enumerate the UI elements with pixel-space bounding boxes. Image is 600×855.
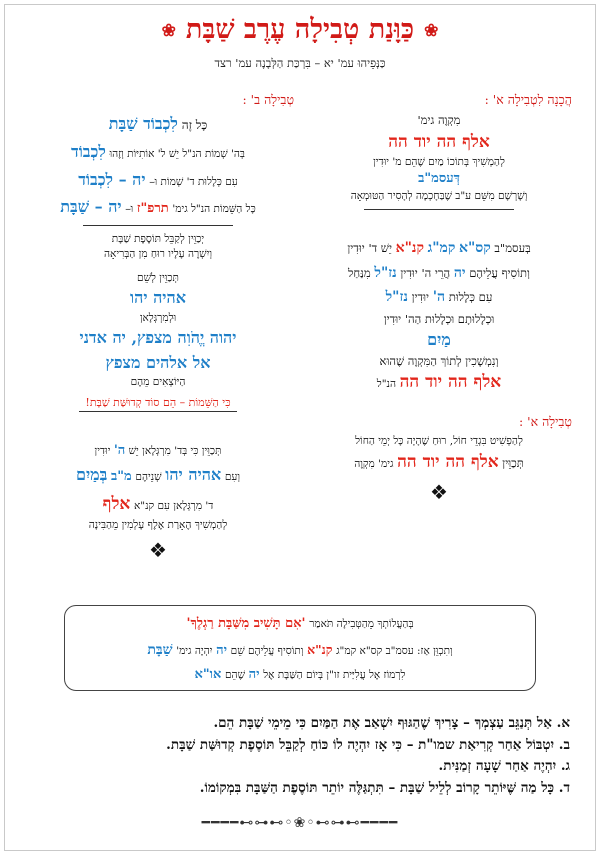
mid-name: ה' (432, 288, 446, 305)
tevila1-text: תְּכַוֵּין (502, 455, 524, 470)
list-item: ד. כָּל מַה שֶּׁיּוֹתֵר קָרוֹב לְלֵיל שַׁבָּת – תִּתְגַּלֶּה יוֹתֵר תּוֹסֶפֶת הַשַּׁבָּת בִּמְקוֹמוֹ. (199, 779, 570, 796)
tevila2-name: אהיה יהו (165, 464, 222, 484)
mid-name: יה (453, 264, 466, 281)
tevila2-line (22, 491, 294, 517)
tevila2-line: וְיִשְׁרֶה עָלָיו רוּחַ מִן הַבְּרִיאָה (103, 248, 213, 261)
mid-name: אלף הה יוד הה (399, 372, 502, 393)
tevila2-line: לְהַמְשִׁיךְ הֶאָרַת אֶלֶף עָלְמִין מֵהַבִּינָה (88, 518, 228, 531)
tevila2-line (22, 195, 294, 220)
tevila2-text: וּ– (125, 203, 134, 216)
title-text: כַּוָּנַת טְבִילָה עֶרֶב שַׁבָּת (185, 14, 415, 45)
tevila1-line: לְהַפְשִׁיט בִּגְדֵי חוֹל, רוּחַ שֶׁהָיָה כָּל יְמֵי הַחוֹל (355, 434, 523, 447)
box-text: וְתוֹסִיף עֲלֵיהֶם שֵׁם (230, 644, 304, 657)
mid-line: וְנִמְשָׁכִין לְתוֹךְ הַמִּקְוֶה שֶׁהוּא (379, 353, 499, 368)
tevila2-line (22, 140, 294, 165)
prep-line: וְשָׁרְשָׁם מִשֵּׁם ע"ב שֶׁבַּחָכְמָה לְהָסִיר הַטּוּמְאָה (350, 190, 528, 203)
mid-text: הֲרֵי ה' יוּדִין (400, 265, 451, 280)
list-item: ב. יִטְבּוֹל אַחַר קְרִיאַת שמו"ת – כִּי אָז יִהְיֶה לוֹ כּוֹחַ לְקַבֵּל תּוֹסֶפֶת קְדוּשַּׁת שַׁבָּת. (166, 736, 570, 753)
tevila2-heading: טְבִילָה ב' : (242, 92, 294, 107)
prep-line: דְּעסמ"ב (418, 171, 460, 187)
tevila2-line (22, 463, 294, 488)
tevila2-name: אהיה יהו (130, 287, 186, 307)
left-column (22, 92, 294, 563)
tevila2-note (22, 391, 294, 412)
box-text: יִהְיֶה גימ' (176, 644, 213, 657)
tevila2-name: בְּמַיִם (75, 464, 108, 484)
tevila2-text: בְּה' שְׁמוֹת הנ"ל יֵשׁ ל' אוֹתִיּוֹת וְזֶהוּ (109, 147, 245, 160)
tevila2-name: לִכְבוֹד שַׁבָּת (108, 114, 178, 133)
box-text: וְתִכְוֵּן אַז: עסמ"ב קס"א קמ"ג (336, 644, 453, 657)
ornament-right-icon: ❀ (424, 20, 439, 41)
mid-text: בְּעסמ"ב (494, 241, 531, 256)
list-item: ג. יִהְיֶה אַחַר שָׁעָה זְמַנִּית. (438, 758, 570, 775)
tevila2-text: כָּל זֶה (181, 118, 208, 132)
box-line (65, 612, 535, 637)
tevila2-text: ד' מִרְגְּלָאן עִם קנ"א (133, 500, 214, 513)
list-item: א. אַל תְּנַגֵּב עַצְמְךָ – צָרִיךְ שֶׁהַגּוּף יִשְׁאַב אֶת הַמַּיִם כִּי מֵימֵי שַׁבָּת הֵם. (213, 715, 570, 731)
tevila2-note-text: כִּי הַשֵּׁמוֹת – הֵם סוֹד קְדוּשַּׁת שַׁבָּת! (79, 396, 236, 412)
box-text: בְּהַעֲלוֹתְךָ מֵהַטְּבִילָה תֹּאמַר (309, 618, 414, 630)
tevila1-name: אלף הה יוד הה (397, 451, 499, 472)
exit-instructions-box (64, 605, 536, 691)
tevila2-text: יוּדִין (94, 444, 111, 457)
box-verse: 'אִם תָּשִׁיב מִשַּׁבָּת רַגְלֶךָ' (186, 616, 306, 631)
tevila2-text: וְעִם (224, 470, 241, 483)
prep-line: לְהַמְשִׁיךְ בְּתוֹכוֹ מַיִם שֶׁהֵם מ' יוּדִין (373, 156, 505, 169)
mid-text: מִנַּחַל (348, 265, 371, 280)
mid-name: קס"א (458, 240, 491, 257)
tevila2-text: שְׁנֵיהֶם (135, 470, 162, 483)
mid-line (306, 238, 572, 258)
mid-name: קמ"ג (427, 240, 456, 257)
box-text: לִרְמוֹז אֶל עֲלִיַּית זו"ן בְּיוֹם הַשַּׁבָּת אֶל (263, 669, 406, 682)
box-name: שַׁבָּת (147, 641, 173, 658)
prep-line: מִקְוֶה גימ' (417, 113, 461, 127)
tevila2-line: הַיּוֹצְאִים מֵהֶם (130, 376, 186, 389)
divider (83, 225, 233, 226)
tevila2-line (22, 442, 294, 461)
tevila2-text: כָּל הַשֵּׁמוֹת הנ"ל גימ' (172, 203, 256, 216)
prep-name: אלף הה יוד הה (388, 131, 490, 152)
mid-line (306, 287, 572, 307)
mid-text: יוּדִין (411, 289, 430, 304)
mid-line: וּכְלָלוּתָם וּכְלָלוּת הַה' יוּדִין (383, 312, 495, 327)
tevila2-name: מ"ב (110, 468, 132, 484)
page-title (0, 14, 600, 45)
tevila2-name: אלף (102, 494, 131, 515)
tevila2-name: יה – שַׁבָּת (60, 197, 122, 217)
page-subtitle: כַּנְּפֵיהוּ עמ' יא – בִּרְכַּת הַלְּבָנָה עמ' רצד (214, 56, 386, 70)
tevila2-line: יְכַוֵּין לְקַבֵּל תּוֹסֶפֶת שַׁבָּת (111, 233, 205, 246)
box-line (65, 663, 535, 688)
mid-text: וְתוֹסִיף עֲלֵיהֶם (469, 265, 530, 280)
mid-text: הנ"ל (376, 378, 396, 391)
tevila2-name: תרפ"ז (136, 201, 169, 217)
box-text: שֶׁהֵם (224, 669, 246, 682)
tevila2-line (22, 168, 294, 193)
tevila2-name: אל אלהים מצפץ (105, 352, 211, 372)
bottom-ornament-icon: ━━━━⊶⊷⊶◦❀◦⊶⊷⊶━━━━ (201, 815, 399, 831)
tevila1-heading: טְבִילָה א' : (519, 413, 572, 429)
box-name: קנ"א (307, 641, 333, 657)
box-name: יה (216, 642, 227, 658)
rules-list (40, 713, 570, 799)
mid-name: נז"ל (374, 264, 397, 281)
tevila1-text: גימ' מִקְוֶה (354, 457, 394, 470)
tevila2-text: תְּכַוֵּין כִּי בְּד' מִרְגְּלָאן יֵשׁ (128, 444, 222, 457)
diamond-icon: ❖ (149, 537, 167, 562)
ornament-left-icon: ❀ (161, 20, 176, 41)
box-line (65, 637, 535, 664)
box-name: יה (248, 667, 260, 683)
tevila2-line (22, 112, 294, 137)
mid-name: נז"ל (385, 288, 408, 305)
diamond-icon: ❖ (430, 480, 448, 505)
mid-line (306, 263, 572, 283)
mid-name: קנ"א (395, 240, 424, 257)
mid-text: עִם כְּלָלוּת (448, 289, 493, 304)
prep-heading: הֲכָנָה לִטְבִילָה א' : (484, 92, 572, 107)
right-column (306, 92, 572, 505)
tevila1-line (306, 449, 572, 475)
tevila2-name: ה' (113, 442, 126, 458)
mid-name: מַיִם (427, 329, 451, 349)
tevila2-name: יה – לִכְבוֹד (78, 169, 146, 189)
tevila2-text: עִם כְּלָלוּת ד' שְׁמוֹת וּ– (149, 175, 238, 188)
tevila2-name: יהוה יֱהֹוִה מצפץ, יה אדני (79, 327, 237, 347)
mid-text: יֵשׁ ד' יוּדִין (347, 241, 392, 256)
box-name: או"א (194, 667, 222, 683)
tevila2-line: תְּכַוֵּין לְשֵׁם (137, 271, 179, 284)
tevila2-line: וּלְמִרְגְּלָאן (139, 311, 177, 324)
mid-line (306, 369, 572, 395)
divider (364, 209, 514, 210)
tevila2-name: לִכְבוֹד (71, 141, 106, 161)
